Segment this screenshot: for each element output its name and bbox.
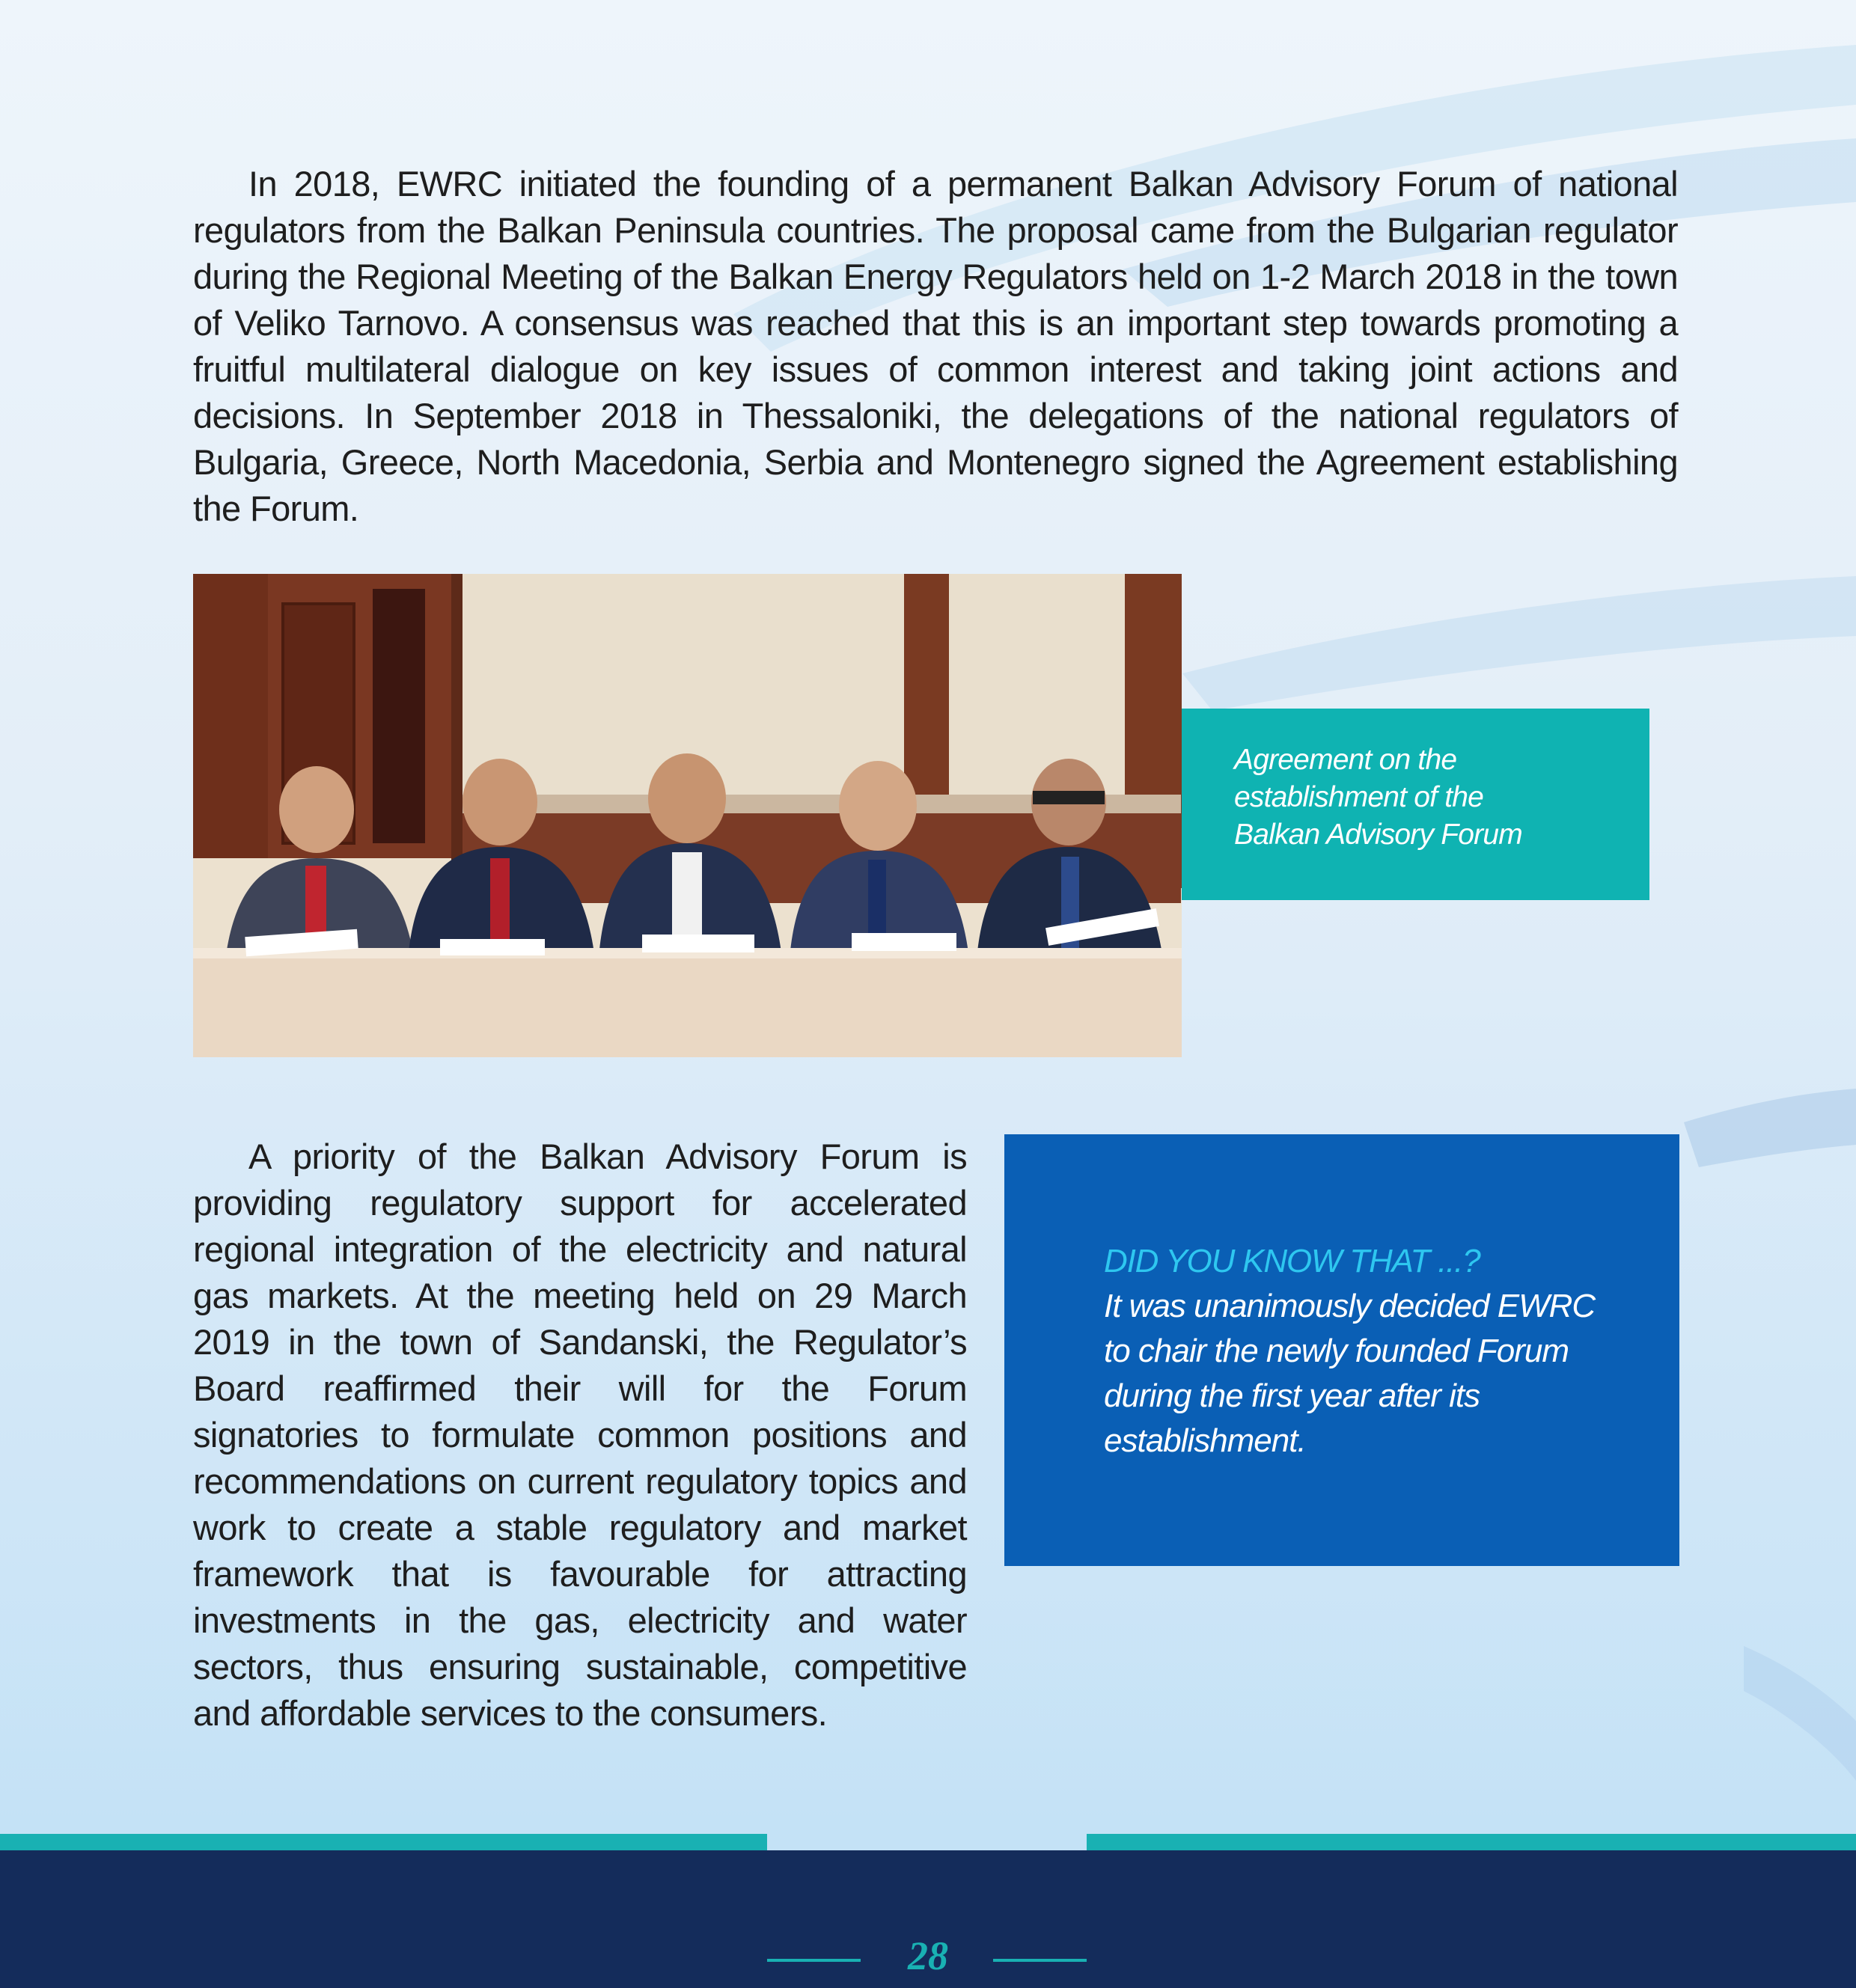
signing-ceremony-photo <box>193 574 1182 1057</box>
signing-photo-illustration <box>193 574 1182 1057</box>
caption-line: establishment of the <box>1234 781 1484 813</box>
page-number: 28 <box>908 1933 948 1978</box>
photo-caption <box>1182 709 1649 900</box>
footer-teal-stripe-right <box>1087 1834 1856 1852</box>
did-you-know-text-line: to chair the newly founded Forum <box>1104 1333 1569 1369</box>
intro-paragraph: In 2018, EWRC initiated the founding of a permanent Balkan Advisory Forum of national regulators from the Balkan Peninsula countries. The proposal came from the Bulgarian regulator during the Regional Meeting of the Balkan Energy Regulators held on 1-2 March 2018 in the town of Veliko Tarnovo. A consensus was reached that this is an important step towards promoting a fruitful multilateral dialogue on key issues of common interest and taking joint actions and decisions. In September 2018 in Thessaloniki, the delegations of the national regulators of Bulgaria, Greece, North Macedonia, Serbia and Montenegro signed the Agreement establishing the Forum. <box>193 164 1678 528</box>
did-you-know-text-line: during the first year after its <box>1104 1377 1480 1414</box>
did-you-know-text-line: establishment. <box>1104 1422 1306 1459</box>
caption-line: Balkan Advisory Forum <box>1234 819 1522 851</box>
footer-teal-stripe-left <box>0 1834 767 1852</box>
did-you-know-heading: DID YOU KNOW THAT ...? <box>1104 1243 1480 1279</box>
caption-line: Agreement on the <box>1234 744 1457 776</box>
did-you-know-text-line: It was unanimously decided EWRC <box>1104 1288 1596 1324</box>
page-number-dash-right <box>993 1959 1087 1962</box>
did-you-know-box <box>1004 1134 1679 1566</box>
priority-paragraph: A priority of the Balkan Advisory Forum is providing regulatory support for accelerated regional integration of the electricity and natural gas markets. At the meeting held on 29 March 2019 in the town of Sandanski, the Regulator’s Board reaffirmed their will for the Forum signatories to formulate common positions and recommendations on current regulatory topics and work to create a stable regulatory and market framework that is favourable for attracting investments in the gas, electricity and water sectors, thus ensuring sustainable, competitive and affordable services to the consumers. <box>193 1137 967 1733</box>
page-number-dash-left <box>767 1959 861 1962</box>
